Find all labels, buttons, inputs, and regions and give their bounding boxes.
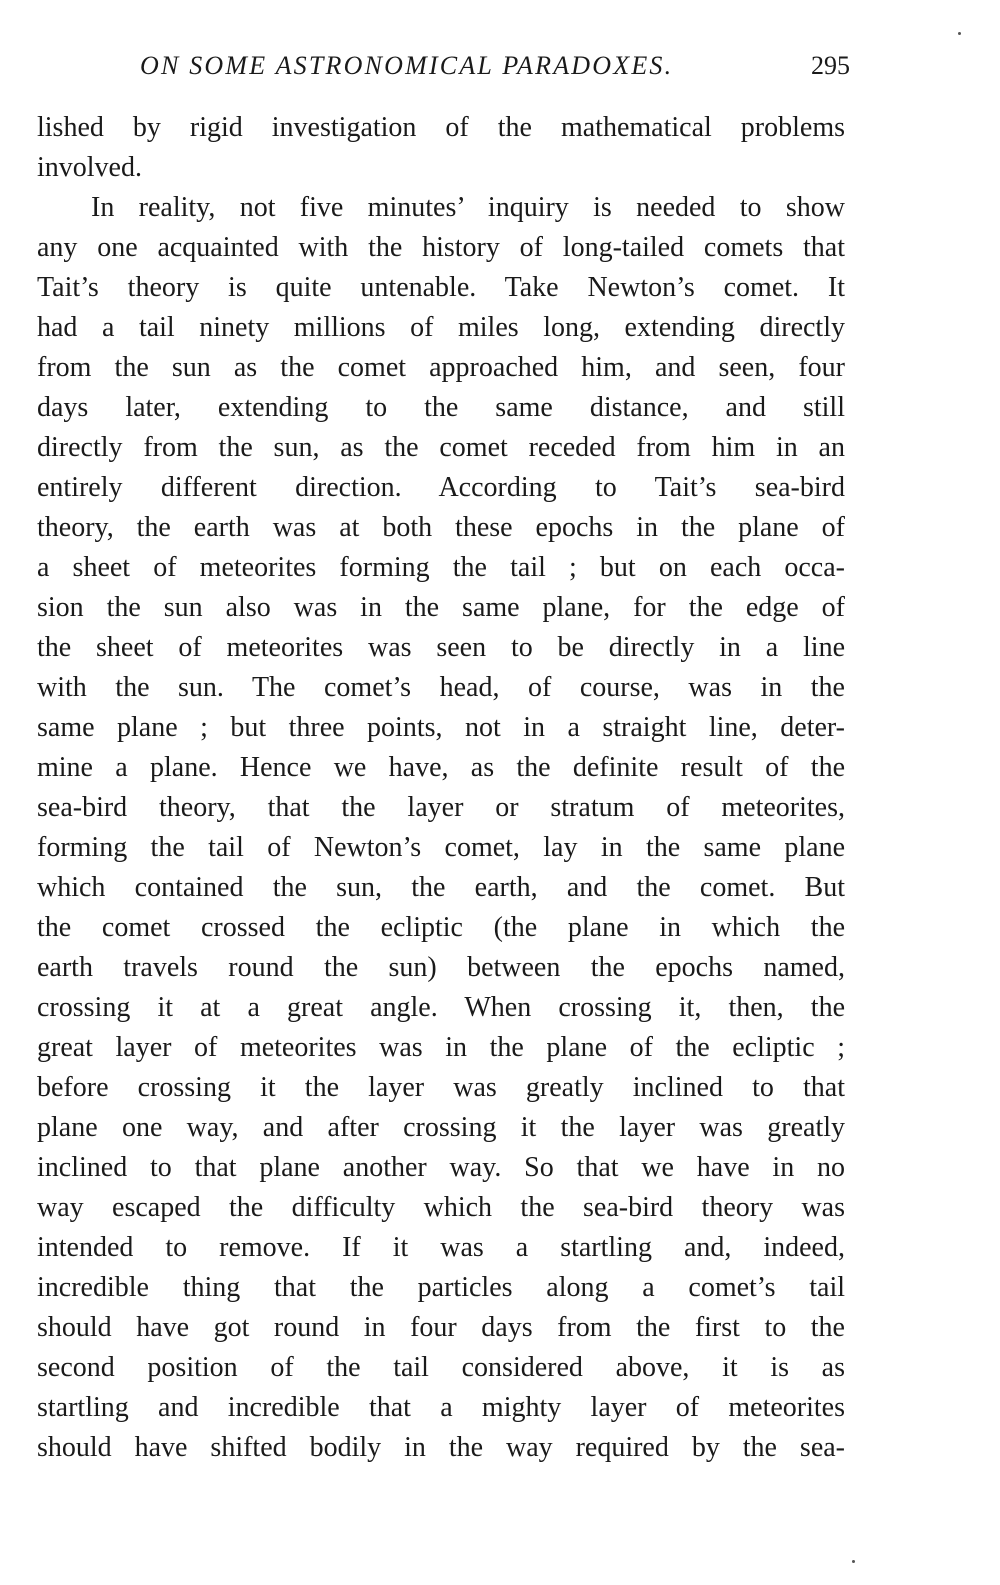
body-text [37,108,845,1468]
text-line: had a tail ninety millions of miles long, extending directly [37,312,845,343]
text-line: startling and incredible that a mighty layer of meteorites [37,1392,845,1423]
text-line: sea-bird theory, that the layer or stratum of meteorites, [37,792,845,823]
text-line: Tait’s theory is quite untenable. Take Newton’s comet. It [37,272,845,303]
text-line: earth travels round the sun) between the epochs named, [37,952,845,983]
text-line: the comet crossed the ecliptic (the plane in which the [37,912,845,943]
text-line: theory, the earth was at both these epochs in the plane of [37,512,845,543]
text-line: should have shifted bodily in the way required by the sea- [37,1432,845,1463]
page-header [140,46,850,86]
text-line: great layer of meteorites was in the plane of the ecliptic ; [37,1032,845,1063]
text-line: sion the sun also was in the same plane, for the edge of [37,592,845,623]
text-line: inclined to that plane another way. So that we have in no [37,1152,845,1183]
text-line: any one acquainted with the history of long-tailed comets that [37,232,845,263]
running-head: ON SOME ASTRONOMICAL PARADOXES. [140,51,674,80]
text-line: forming the tail of Newton’s comet, lay in the same plane [37,832,845,863]
text-line: from the sun as the comet approached him, and seen, four [37,352,845,383]
text-line: should have got round in four days from the first to the [37,1312,845,1343]
text-line: the sheet of meteorites was seen to be directly in a line [37,632,845,663]
text-line: lished by rigid investigation of the mathematical problems [37,112,845,143]
text-line: mine a plane. Hence we have, as the definite result of the [37,752,845,783]
text-line: incredible thing that the particles along a comet’s tail [37,1272,845,1303]
text-line: directly from the sun, as the comet receded from him in an [37,432,845,463]
text-line: with the sun. The comet’s head, of course, was in the [37,672,845,703]
paper-speck [958,32,961,35]
text-line: days later, extending to the same distance, and still [37,392,845,423]
text-line: which contained the sun, the earth, and the comet. But [37,872,845,903]
text-line: a sheet of meteorites forming the tail ; but on each occa- [37,552,845,583]
text-line: In reality, not five minutes’ inquiry is needed to show [91,192,845,223]
text-line: plane one way, and after crossing it the layer was greatly [37,1112,845,1143]
text-line: entirely different direction. According to Tait’s sea-bird [37,472,845,503]
page-number: 295 [811,51,850,80]
text-line: way escaped the difficulty which the sea-bird theory was [37,1192,845,1223]
text-line: crossing it at a great angle. When crossing it, then, the [37,992,845,1023]
text-line: intended to remove. If it was a startling and, indeed, [37,1232,845,1263]
text-line: second position of the tail considered above, it is as [37,1352,845,1383]
text-line: involved. [37,152,142,183]
paper-speck [852,1560,855,1563]
text-line: before crossing it the layer was greatly inclined to that [37,1072,845,1103]
text-line: same plane ; but three points, not in a straight line, deter- [37,712,845,743]
